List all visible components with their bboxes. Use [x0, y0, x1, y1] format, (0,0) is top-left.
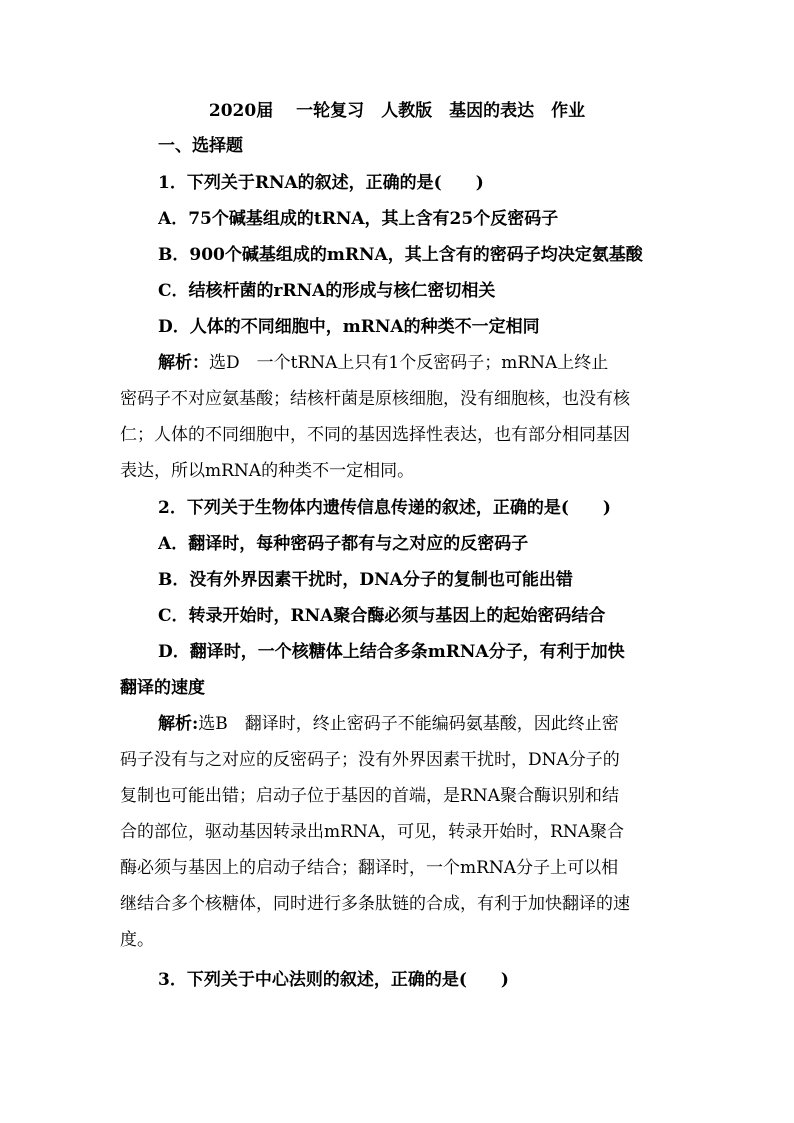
question-3-stem: 3．下列关于中心法则的叙述，正确的是( ): [158, 970, 509, 990]
question-2-explanation-line-6: 继结合多个核糖体，同时进行多条肽链的合成，有利于加快翻译的速: [120, 894, 630, 914]
question-1-option-c: C．结核杆菌的rRNA的形成与核仁密切相关: [158, 281, 496, 301]
question-1-explanation-line-4: 表达，所以mRNA的种类不一定相同。: [120, 461, 415, 481]
question-2-explanation-text-1: 选B 翻译时，终止密码子不能编码氨基酸，因此终止密: [198, 714, 619, 734]
question-1-option-d: D．人体的不同细胞中，mRNA的种类不一定相同: [158, 317, 540, 337]
question-1-explanation-line-2: 密码子不对应氨基酸；结核杆菌是原核细胞，没有细胞核，也没有核: [120, 389, 630, 409]
question-1-option-a: A．75个碱基组成的tRNA，其上含有25个反密码子: [158, 209, 559, 229]
question-2-explanation-line-3: 复制也可能出错；启动子位于基因的首端，是RNA聚合酶识别和结: [120, 786, 619, 806]
question-2-option-a: A．翻译时，每种密码子都有与之对应的反密码子: [158, 534, 529, 554]
section-heading: 一、选择题: [158, 136, 243, 156]
question-2-stem: 2．下列关于生物体内遗传信息传递的叙述，正确的是( ): [158, 498, 611, 518]
question-2-explanation-line-1: [158, 706, 680, 742]
question-1-explanation-line-3: 仁；人体的不同细胞中，不同的基因选择性表达，也有部分相同基因: [120, 425, 630, 445]
document-title: 2020届 一轮复习 人教版 基因的表达 作业: [208, 101, 586, 121]
question-1-option-b: B．900个碱基组成的mRNA，其上含有的密码子均决定氨基酸: [158, 245, 643, 265]
question-2-option-c: C．转录开始时，RNA聚合酶必须与基因上的起始密码结合: [158, 606, 606, 626]
question-1-explanation-line-1: [158, 345, 680, 381]
question-1-explanation-label: 解析：: [158, 353, 209, 373]
question-1-stem: 1．下列关于RNA的叙述，正确的是( ): [158, 173, 484, 193]
question-2-option-d: D．翻译时，一个核糖体上结合多条mRNA分子，有利于加快: [158, 642, 625, 662]
question-2-explanation-line-7: 度。: [120, 930, 154, 950]
question-2-explanation-line-5: 酶必须与基因上的启动子结合；翻译时，一个mRNA分子上可以相: [120, 858, 619, 878]
question-1-explanation-text-1: 选D 一个tRNA上只有1个反密码子；mRNA上终止: [209, 353, 609, 373]
question-2-explanation-line-4: 合的部位，驱动基因转录出mRNA，可见，转录开始时，RNA聚合: [120, 822, 625, 842]
question-2-explanation-label: 解析:: [158, 714, 199, 734]
question-2-explanation-line-2: 码子没有与之对应的反密码子；没有外界因素干扰时，DNA分子的: [120, 750, 620, 770]
question-2-option-b: B．没有外界因素干扰时，DNA分子的复制也可能出错: [158, 570, 573, 590]
question-2-option-d-continued: 翻译的速度: [120, 678, 205, 698]
